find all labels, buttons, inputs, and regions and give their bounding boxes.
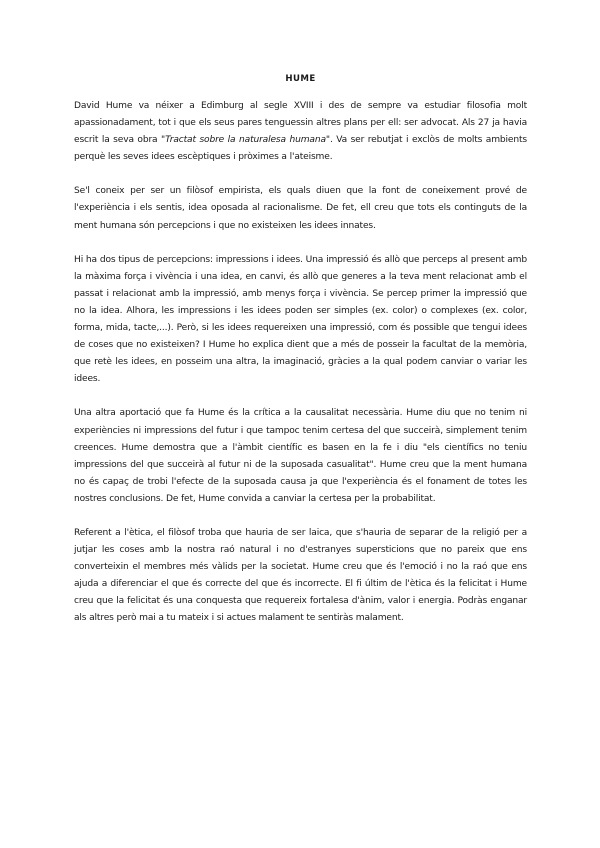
paragraph-ethics: Referent a l'ètica, el filòsof troba que hauria de ser laica, que s'hauria de separar de la religió per a jutjar les coses amb la nostra raó natural i no d'estranyes supersticions que no pareix que ens converteixin el membres més vàlids per la societat. Hume creu que és l'emoció i no la raó que ens ajuda a diferenciar el que és correcte del que és incorrecte. El fi últim de l'ètica és la felicitat i Hume creu que la felicitat és una conquesta que requereix fortalesa d'ànim, valor i energia. Podràs enganar als altres però mai a tu mateix i si actues malament te sentiràs malament. [74,527,527,624]
paragraph-biography [74,98,527,166]
paragraph-text: . Va ser rebutjat i exclòs de molts ambients perquè les seves idees escèptiques i pròximes a l'ateisme. [74,135,527,163]
paragraph-causality: Una altra aportació que fa Hume és la crítica a la causalitat necessària. Hume diu que no tenim ni experiències ni impressions del futur i que tampoc tenim certesa del que succeirà, simplement tenim creences. Hume demostra que a l'àmbit científic es basen en la fe i diu "els científics no teniu impressions del que succeirà al futur ni de la suposada casualitat". Hume creu que la ment humana no és capaç de trobi l'efecte de la suposada causa ja que l'experiència és el fonament de totes les nostres conclusions. De fet, Hume convida a canviar la certesa per la probabilitat. [74,408,527,504]
book-title: "Tractat sobre la naturalesa humana" [161,135,330,146]
paragraph-empiricism: Se'l coneix per ser un filòsof empirista, els quals diuen que la font de coneixement prové de l'experiència i els sentis, idea oposada al racionalisme. De fet, ell creu que tots els continguts de la ment humana són percepcions i que no existeixen les idees innates. [74,186,527,231]
paragraph-perceptions: Hi ha dos tipus de percepcions: impressions i idees. Una impressió és allò que perceps al present amb la màxima força i vivència i una idea, en canvi, és allò que generes a la teva ment relacionat amb el passat i relacionat amb la impressió, amb menys força i vivència. Se percep primer la impressió que no la idea. Alhora, les impressions i les idees poden ser simples (ex. color) o complexes (ex. color, forma, mida, tacte,...). Però, si les idees requereixen una impressió, com és possible que tengui idees de coses que no existeixen? I Hume ho explica dient que a més de posseir la facultat de la memòria, que retè les idees, en posseim una altra, la imaginació, gràcies a la qual podem canviar o variar les idees. [74,254,527,385]
paragraph-text: David Hume va néixer a Edimburg al segle XVIII i des de sempre va estudiar filosofia molt apassionadament, tot i que els seus pares tenguessin altres plans per ell: ser advocat. Als 27 ja havia escrit la seva obra [74,101,527,146]
document-title: HUME [285,74,316,84]
